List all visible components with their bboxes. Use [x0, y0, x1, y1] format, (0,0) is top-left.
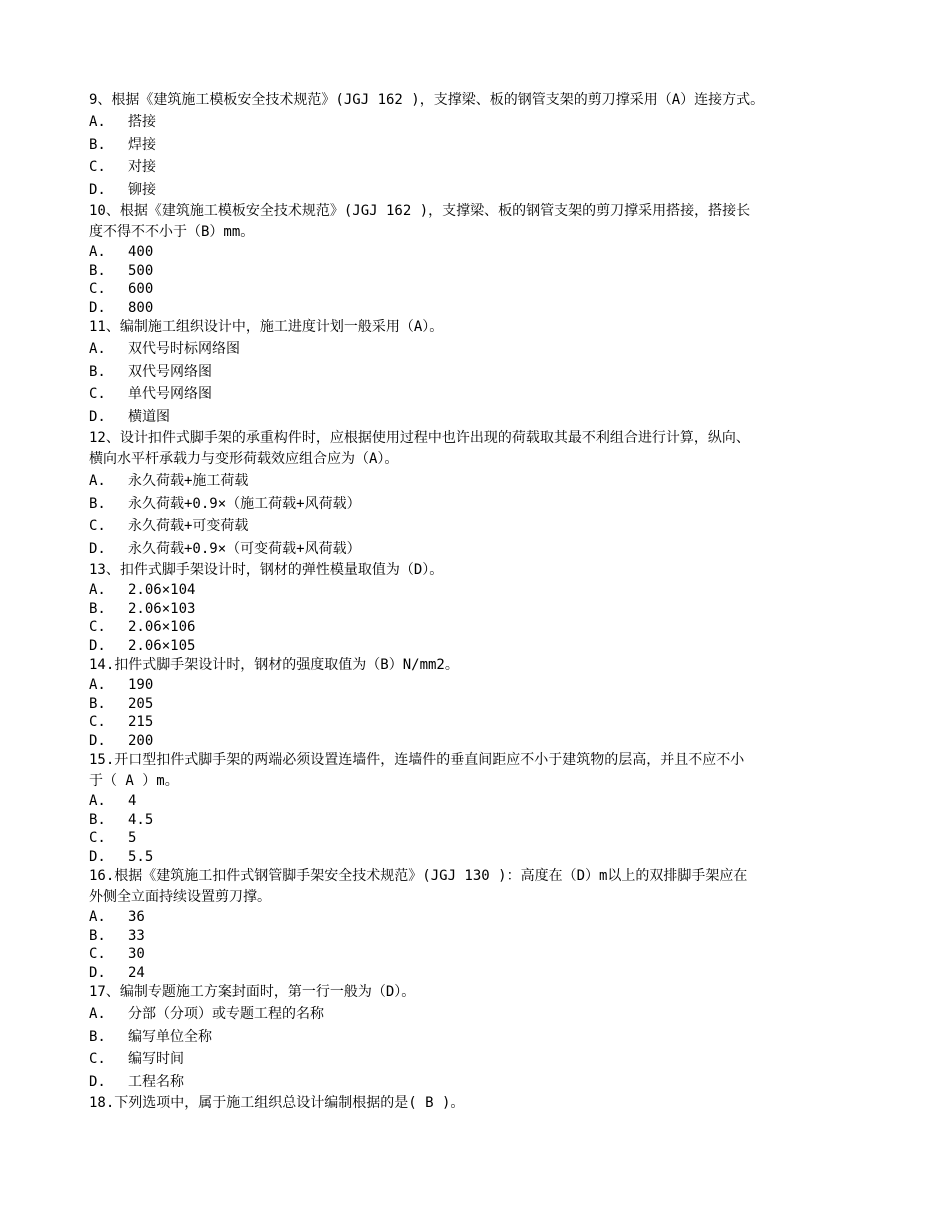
option-letter: C.	[89, 714, 106, 730]
option-text: 2.06×104	[128, 582, 196, 598]
option-text: 30	[128, 946, 145, 962]
option-letter: C.	[89, 1051, 106, 1067]
question-text: 11、编制施工组织设计中，施工进度计划一般采用（A）。	[89, 319, 444, 335]
option-letter: B.	[89, 927, 106, 944]
option-letter: D.	[89, 732, 106, 749]
option-letter: D.	[89, 181, 106, 198]
option-text: 190	[128, 677, 154, 693]
option-text: 5.5	[128, 848, 154, 865]
question	[89, 982, 879, 1093]
option-letter: D.	[89, 540, 106, 557]
option-letter: B.	[89, 363, 106, 380]
answer-option	[89, 676, 879, 695]
question-text: 18.下列选项中，属于施工组织总设计编制根据的是( B )。	[89, 1095, 465, 1111]
option-text: 215	[128, 714, 154, 730]
question-text: 14.扣件式脚手架设计时，钢材的强度取值为（B）N/mm2。	[89, 657, 459, 673]
question	[89, 560, 879, 655]
answer-option	[89, 1026, 879, 1049]
option-letter: D.	[89, 964, 106, 981]
document-page	[89, 90, 879, 1114]
option-text: 铆接	[128, 181, 156, 198]
answer-option	[89, 179, 879, 202]
question-text: 于（ A ）m。	[89, 773, 179, 789]
option-letter: C.	[89, 946, 106, 962]
option-text: 永久荷载+0.9×（施工荷载+风荷载）	[128, 495, 361, 512]
option-letter: A.	[89, 582, 106, 598]
option-text: 400	[128, 244, 154, 260]
option-letter: A.	[89, 909, 106, 925]
option-text: 双代号时标网络图	[128, 341, 240, 357]
answer-option	[89, 811, 879, 830]
question-text: 15.开口型扣件式脚手架的两端必须设置连墙件，连墙件的垂直间距应不小于建筑物的层高，并且不应不小	[89, 752, 745, 768]
question	[89, 750, 879, 866]
option-letter: C.	[89, 281, 106, 297]
answer-option	[89, 829, 879, 848]
option-text: 500	[128, 262, 154, 279]
option-text: 200	[128, 732, 154, 749]
question-text: 横向水平杆承载力与变形荷载效应组合应为（A）。	[89, 451, 399, 467]
option-letter: A.	[89, 114, 106, 130]
question	[89, 90, 879, 201]
answer-option	[89, 618, 879, 637]
question-text: 17、编制专题施工方案封面时，第一行一般为（D）。	[89, 984, 416, 1000]
answer-option	[89, 732, 879, 751]
question-text: 16.根据《建筑施工扣件式钢管脚手架安全技术规范》(JGJ 130 )：高度在（D）m以上的双排脚手架应在	[89, 868, 748, 884]
question-text: 12、设计扣件式脚手架的承重构件时，应根据使用过程中也许出现的荷载取其最不利组合进行计算，纵向、	[89, 430, 750, 446]
option-letter: C.	[89, 619, 106, 635]
answer-option	[89, 493, 879, 516]
question	[89, 428, 879, 560]
option-letter: A.	[89, 341, 106, 357]
option-letter: A.	[89, 473, 106, 489]
option-text: 36	[128, 909, 145, 925]
option-letter: C.	[89, 830, 106, 846]
answer-option	[89, 927, 879, 946]
option-text: 800	[128, 299, 154, 316]
answer-option	[89, 1071, 879, 1094]
option-text: 205	[128, 695, 154, 712]
option-letter: D.	[89, 637, 106, 654]
answer-option	[89, 156, 879, 179]
option-letter: B.	[89, 600, 106, 617]
question-text: 9、根据《建筑施工模板安全技术规范》(JGJ 162 )，支撑梁、板的钢管支架的剪刀撑采用（A）连接方式。	[89, 92, 765, 108]
option-text: 4.5	[128, 811, 154, 828]
option-text: 单代号网络图	[128, 386, 212, 402]
option-text: 编写时间	[128, 1051, 184, 1067]
answer-option	[89, 134, 879, 157]
option-text: 永久荷载+施工荷载	[128, 473, 249, 489]
option-letter: A.	[89, 793, 106, 809]
answer-option	[89, 713, 879, 732]
answer-option	[89, 406, 879, 429]
answer-option	[89, 338, 879, 361]
option-letter: D.	[89, 848, 106, 865]
option-text: 5	[128, 830, 137, 846]
answer-option	[89, 280, 879, 299]
option-letter: B.	[89, 1028, 106, 1045]
answer-option	[89, 262, 879, 281]
answer-option	[89, 1048, 879, 1071]
option-letter: A.	[89, 677, 106, 693]
answer-option	[89, 111, 879, 134]
option-text: 工程名称	[128, 1073, 184, 1090]
option-text: 编写单位全称	[128, 1028, 212, 1045]
option-letter: A.	[89, 244, 106, 260]
answer-option	[89, 792, 879, 811]
answer-option	[89, 538, 879, 561]
option-text: 焊接	[128, 136, 156, 153]
option-letter: B.	[89, 811, 106, 828]
option-text: 33	[128, 927, 145, 944]
answer-option	[89, 515, 879, 538]
question	[89, 655, 879, 750]
option-text: 4	[128, 793, 137, 809]
option-letter: C.	[89, 159, 106, 175]
answer-option	[89, 581, 879, 600]
option-text: 对接	[128, 159, 156, 175]
option-text: 永久荷载+0.9×（可变荷载+风荷载）	[128, 540, 361, 557]
question-text: 度不得不不小于（B）mm。	[89, 224, 255, 240]
answer-option	[89, 383, 879, 406]
answer-option	[89, 1003, 879, 1026]
option-text: 分部（分项）或专题工程的名称	[128, 1006, 324, 1022]
option-text: 搭接	[128, 114, 156, 130]
answer-option	[89, 243, 879, 262]
option-text: 600	[128, 281, 154, 297]
answer-option	[89, 600, 879, 619]
answer-option	[89, 964, 879, 983]
question-text: 13、扣件式脚手架设计时，钢材的弹性模量取值为（D）。	[89, 562, 444, 578]
option-letter: D.	[89, 299, 106, 316]
answer-option	[89, 470, 879, 493]
question	[89, 866, 879, 982]
question-text: 外侧全立面持续设置剪刀撑。	[89, 889, 271, 905]
option-text: 24	[128, 964, 145, 981]
option-letter: C.	[89, 518, 106, 534]
answer-option	[89, 299, 879, 318]
answer-option	[89, 361, 879, 384]
option-letter: B.	[89, 495, 106, 512]
option-letter: D.	[89, 408, 106, 425]
answer-option	[89, 695, 879, 714]
option-text: 2.06×103	[128, 600, 196, 617]
option-text: 永久荷载+可变荷载	[128, 518, 249, 534]
answer-option	[89, 848, 879, 867]
option-letter: D.	[89, 1073, 106, 1090]
option-text: 横道图	[128, 408, 170, 425]
answer-option	[89, 908, 879, 927]
answer-option	[89, 637, 879, 656]
option-letter: B.	[89, 136, 106, 153]
option-text: 2.06×105	[128, 637, 196, 654]
answer-option	[89, 945, 879, 964]
question	[89, 1093, 879, 1114]
option-text: 双代号网络图	[128, 363, 212, 380]
option-text: 2.06×106	[128, 619, 196, 635]
question	[89, 201, 879, 317]
question-text: 10、根据《建筑施工模板安全技术规范》(JGJ 162 )，支撑梁、板的钢管支架的剪刀撑采用搭接，搭接长	[89, 203, 751, 219]
question	[89, 317, 879, 428]
option-letter: A.	[89, 1006, 106, 1022]
option-letter: B.	[89, 695, 106, 712]
option-letter: B.	[89, 262, 106, 279]
option-letter: C.	[89, 386, 106, 402]
